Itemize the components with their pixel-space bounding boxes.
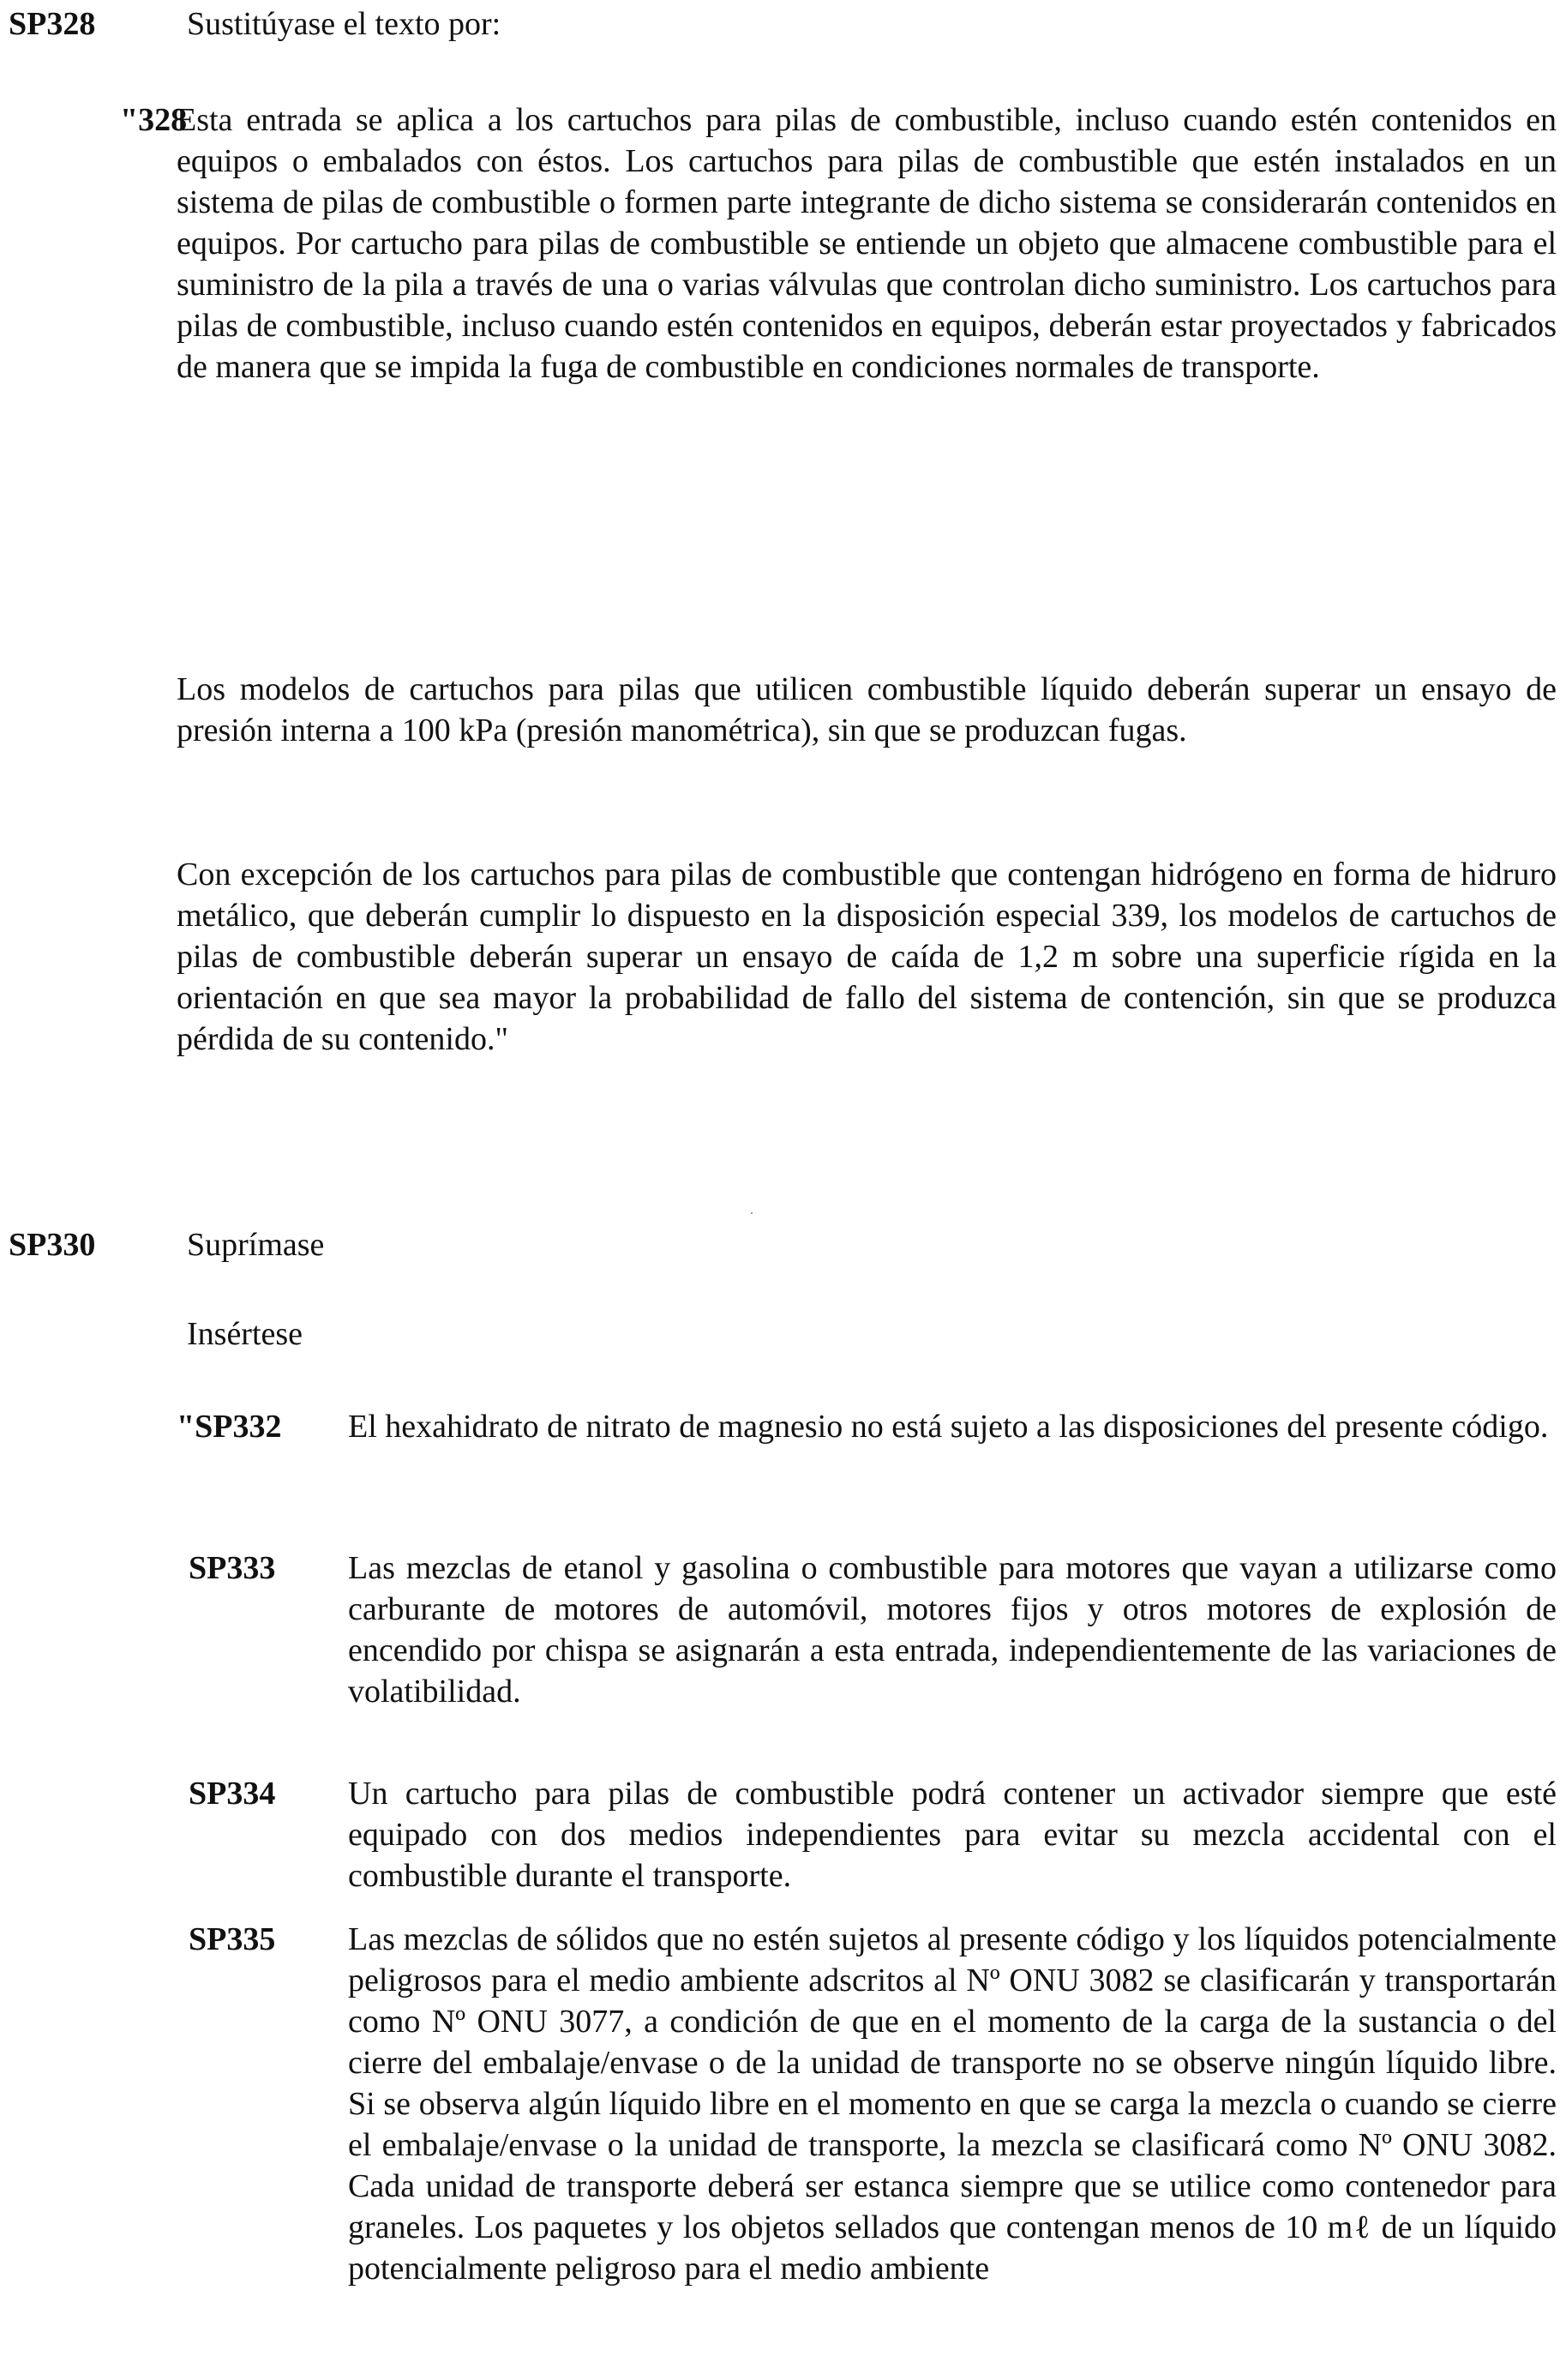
sp330-code: SP330 bbox=[9, 1227, 96, 1263]
sp330-instruction-delete: Suprímase bbox=[187, 1227, 325, 1263]
sp332-text: El hexahidrato de nitrato de magnesio no está sujeto a las disposiciones del presente código. bbox=[348, 1409, 1549, 1445]
scan-speck bbox=[751, 1212, 753, 1214]
sp333-text: Las mezclas de etanol y gasolina o combustible para motores que vayan a utilizarse como carburante de motores de automóvil, motores fijos y otros motores de explosión de encendido por chispa se asignarán a esta entrada, independientemente de las variaciones de volatibilidad. bbox=[348, 1550, 1557, 1710]
entry-328-paragraph-3: Con excepción de los cartuchos para pilas de combustible que contengan hidrógeno en forma de hidruro metálico, que deberán cumplir lo dispuesto en la disposición especial 339, los modelos de cartuchos de pilas de combustible deberán superar un ensayo de caída de 1,2 m sobre una superficie rígida en la orientación en que sea mayor la probabilidad de fallo del sistema de contención, sin que se produzca pérdida de su contenido." bbox=[177, 856, 1557, 1057]
sp328-code: SP328 bbox=[9, 6, 96, 42]
sp328-instruction: Sustitúyase el texto por: bbox=[187, 6, 501, 42]
sp330-instruction-insert: Insértese bbox=[187, 1316, 303, 1352]
sp334-text: Un cartucho para pilas de combustible podrá contener un activador siempre que esté equipado con dos medios independientes para evitar su mezcla accidental con el combustible durante el transporte. bbox=[348, 1776, 1557, 1894]
entry-328-paragraph-2: Los modelos de cartuchos para pilas que utilicen combustible líquido deberán superar un ensayo de presión interna a 100 kPa (presión manométrica), sin que se produzcan fugas. bbox=[177, 671, 1557, 748]
sp333-code: SP333 bbox=[189, 1550, 276, 1586]
sp335-code: SP335 bbox=[189, 1921, 276, 1957]
entry-328-number: "328 bbox=[120, 102, 188, 138]
sp335-text: Las mezclas de sólidos que no estén sujetos al presente código y los líquidos potencialmente peligrosos para el medio ambiente adscritos al Nº ONU 3082 se clasificarán y transportarán como Nº ONU 3077, a condición de que en el momento de la carga de la sustancia o del cierre del embalaje/envase o de la unidad de transporte no se observe ningún líquido libre. Si se observa algún líquido libre en el momento en que se carga la mezcla o cuando se cierre el embalaje/envase o la unidad de transporte, la mezcla se clasificará como Nº ONU 3082. Cada unidad de transporte deberá ser estanca siempre que se utilice como contenedor para graneles. Los paquetes y los objetos sellados que contengan menos de 10 mℓ de un líquido potencialmente peligroso para el medio ambiente bbox=[348, 1921, 1557, 2287]
sp334-code: SP334 bbox=[189, 1776, 276, 1812]
sp332-code: "SP332 bbox=[177, 1409, 282, 1445]
entry-328-paragraph-1: Esta entrada se aplica a los cartuchos para pilas de combustible, incluso cuando estén contenidos en equipos o embalados con éstos. Los cartuchos para pilas de combustible que estén instalados en un sistema de pilas de combustible o formen parte integrante de dicho sistema se considerarán contenidos en equipos. Por cartucho para pilas de combustible se entiende un objeto que almacene combustible para el suministro de la pila a través de una o varias válvulas que controlan dicho suministro. Los cartuchos para pilas de combustible, incluso cuando estén contenidos en equipos, deberán estar proyectados y fabricados de manera que se impida la fuga de combustible en condiciones normales de transporte. bbox=[177, 102, 1557, 385]
